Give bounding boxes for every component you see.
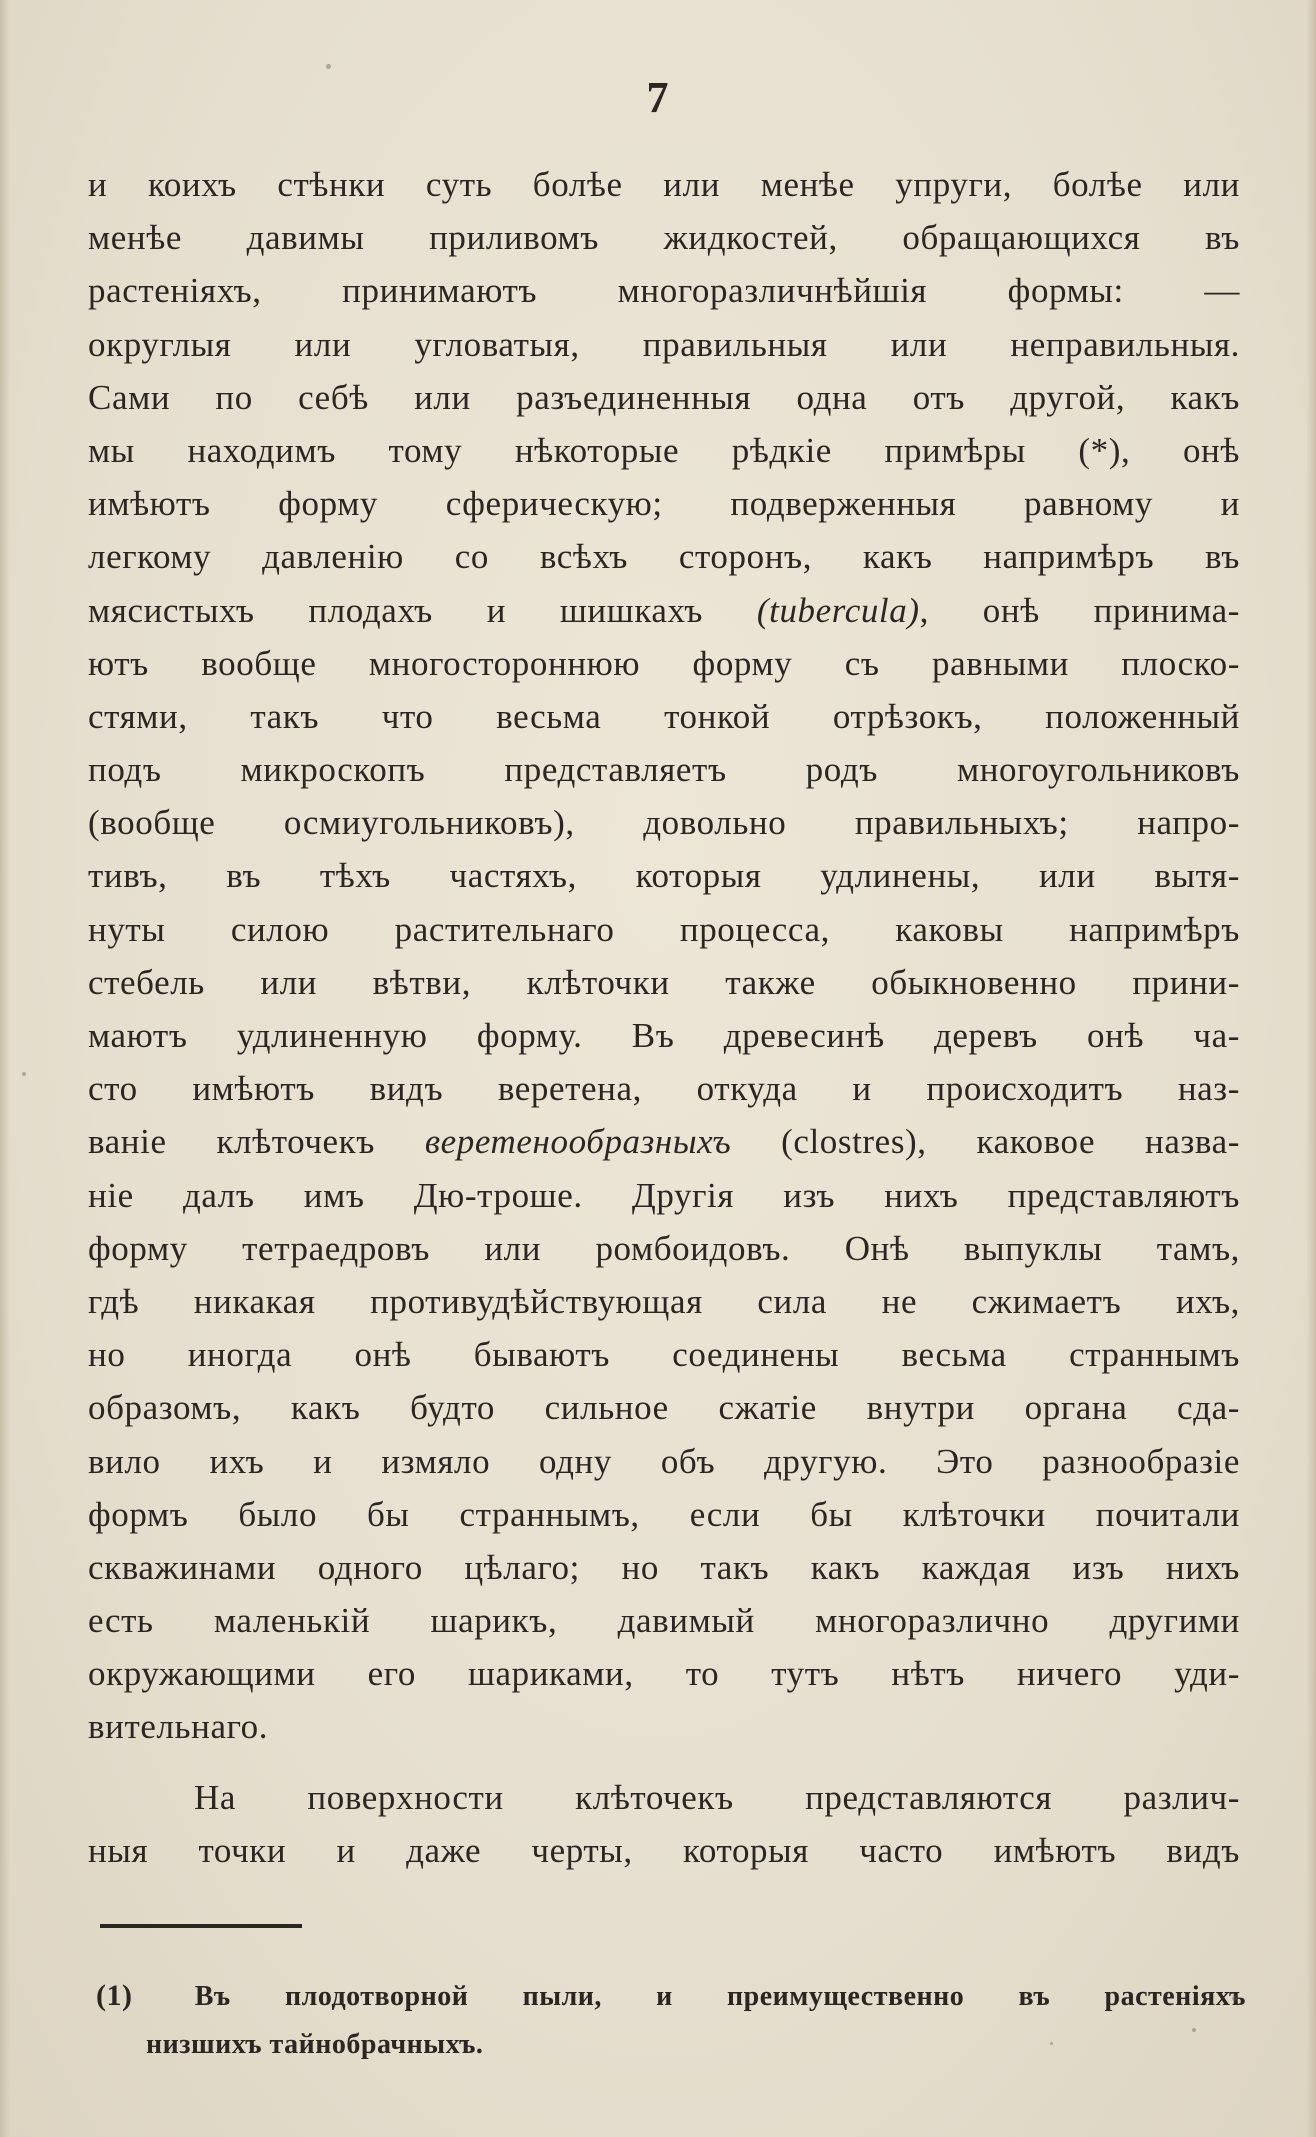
- text-line: округлыя или угловатыя, правильныя или неправильныя.: [88, 324, 1240, 364]
- text-line: стями, такъ что весьма тонкой отрѣзокъ, положенный: [88, 696, 1240, 736]
- text-line: подъ микроскопъ представляетъ родъ многоугольниковъ: [88, 750, 1240, 790]
- paragraph-gap: [88, 1754, 1240, 1771]
- text-line: сто имѣютъ видъ веретена, откуда и происходитъ наз-: [88, 1069, 1240, 1109]
- footnote: [96, 1972, 1246, 2069]
- text-line: но иногда онѣ бываютъ соединены весьма страннымъ: [88, 1335, 1240, 1375]
- paper-speck: [22, 1072, 26, 1076]
- page-number: 7: [646, 73, 670, 122]
- text-line: образомъ, какъ будто сильное сжатіе внутри органа сда-: [88, 1388, 1240, 1428]
- text-line: гдѣ никакая противудѣйствующая сила не сжимаетъ ихъ,: [88, 1281, 1240, 1321]
- footnote-text: Въ плодотворной пыли, и преимущественно въ растеніяхъ: [194, 1981, 1247, 2012]
- footnote-line: низшихъ тайнобрачныхъ.: [146, 2029, 484, 2060]
- page-edge-right: [1306, 0, 1316, 2137]
- text-line: формъ было бы страннымъ, если бы клѣточки почитали: [88, 1494, 1240, 1534]
- text-line: ютъ вообще многостороннюю форму съ равными плоско-: [88, 643, 1240, 683]
- text-line: менѣе давимы приливомъ жидкостей, обращающихся въ: [88, 218, 1240, 258]
- text-line: форму тетраедровъ или ромбоидовъ. Онѣ выпуклы тамъ,: [88, 1228, 1240, 1268]
- text-line: вительнаго.: [88, 1707, 269, 1747]
- text-line: скважинами одного цѣлаго; но такъ какъ каждая изъ нихъ: [88, 1547, 1240, 1587]
- text-line: есть маленькій шарикъ, давимый многоразлично другими: [88, 1601, 1240, 1641]
- text-line: ніе далъ имъ Дю-трошe. Другія изъ нихъ представляютъ: [88, 1175, 1240, 1215]
- text-line: вило ихъ и измяло одну объ другую. Это разнообразіе: [88, 1441, 1240, 1481]
- text-line: и коихъ стѣнки суть болѣе или менѣе упруги, болѣе или: [88, 165, 1240, 204]
- latin-term: (tubercula): [756, 590, 920, 630]
- text-line: ныя точки и даже черты, которыя часто имѣютъ видъ: [88, 1830, 1240, 1870]
- text-line: (вообще осмиугольниковъ), довольно правильныхъ; напро-: [88, 803, 1240, 843]
- text-line: стебель или вѣтви, клѣточки также обыкновенно прини-: [88, 962, 1240, 1002]
- text-fragment: , онѣ принима-: [919, 590, 1241, 630]
- paper-speck: [1050, 2042, 1053, 2045]
- text-line: На поверхности клѣточекъ представляются различ-: [194, 1777, 1240, 1817]
- paper-speck: [1232, 1996, 1237, 2001]
- text-line: нуты силою растительнаго процесса, каковы напримѣръ: [88, 909, 1240, 949]
- footnote-rule: [100, 1924, 302, 1928]
- text-line: окружающими его шариками, то тутъ нѣтъ ничего уди-: [88, 1654, 1240, 1694]
- main-text: [88, 158, 1240, 1877]
- footnote-mark: (1): [96, 1979, 133, 2012]
- text-line: Сами по себѣ или разъединенныя одна отъ другой, какъ: [88, 377, 1240, 417]
- page-edge-left: [0, 0, 10, 2137]
- text-line: [88, 584, 1240, 637]
- text-line: тивъ, въ тѣхъ частяхъ, которыя удлинены, или вытя-: [88, 856, 1240, 896]
- text-line: растеніяхъ, принимаютъ многоразличнѣйшія формы: —: [88, 271, 1240, 311]
- footnote-line: [96, 1972, 1246, 2021]
- text-line: мы находимъ тому нѣкоторые рѣдкіе примѣры (*), онѣ: [88, 430, 1240, 470]
- paper-speck: [326, 64, 331, 69]
- paper-speck: [1192, 2028, 1196, 2032]
- text-fragment: мясистыхъ плодахъ и шишкахъ: [88, 590, 703, 630]
- text-line: имѣютъ форму сферическую; подверженныя равному и: [88, 484, 1240, 524]
- text-line: маютъ удлиненную форму. Въ древесинѣ деревъ онѣ ча-: [88, 1016, 1240, 1055]
- italic-term: веретенообразныхъ: [424, 1122, 732, 1162]
- text-line: [88, 1115, 1240, 1168]
- text-line: легкому давленію со всѣхъ сторонъ, какъ напримѣръ въ: [88, 537, 1240, 577]
- text-fragment: ваніе клѣточекъ: [88, 1122, 375, 1162]
- text-fragment: (clostres), каковое назва-: [731, 1122, 1240, 1162]
